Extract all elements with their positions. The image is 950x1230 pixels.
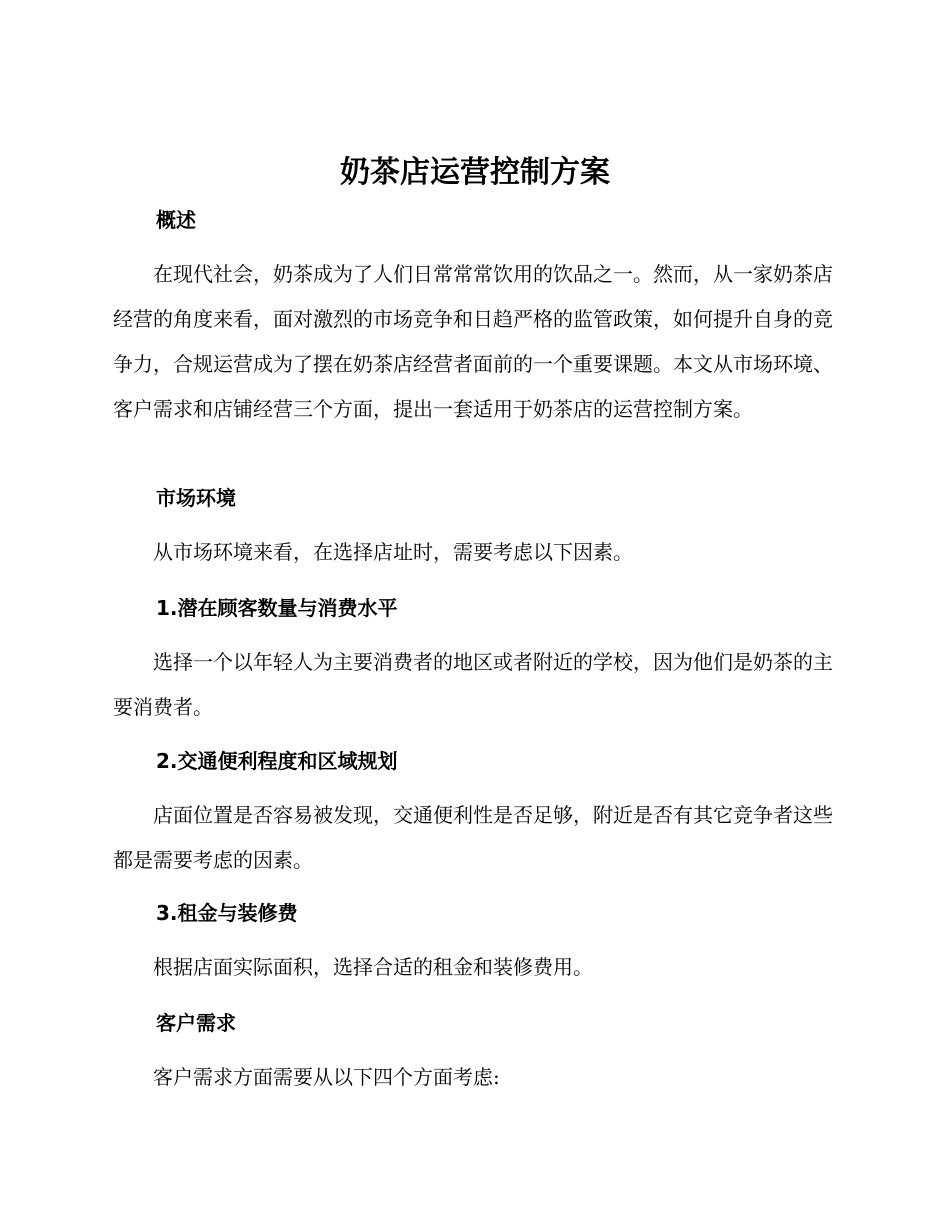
paragraph-item-3: 根据店面实际面积，选择合适的租金和装修费用。 — [153, 955, 593, 979]
subheading-item-1: 1.潜在顾客数量与消费水平 — [156, 596, 398, 620]
subheading-item-2: 2.交通便利程度和区域规划 — [156, 749, 398, 773]
section-heading-market: 市场环境 — [156, 486, 236, 510]
section-heading-overview: 概述 — [156, 208, 196, 232]
paragraph-overview: 在现代社会，奶茶成为了人们日常常常饮用的饮品之一。然而，从一家奶茶店经营的角度来看，面对激烈的市场竞争和日趋严格的监管政策，如何提升自身的竞争力，合规运营成为了摆在奶茶店经营者面前的一个重要课题。本文从市场环境、客户需求和店铺经营三个方面，提出一套适用于奶茶店的运营控制方案。 — [113, 262, 833, 421]
section-heading-customer: 客户需求 — [156, 1011, 236, 1035]
paragraph-market: 从市场环境来看，在选择店址时，需要考虑以下因素。 — [153, 540, 633, 564]
paragraph-item-2: 店面位置是否容易被发现，交通便利性是否足够，附近是否有其它竞争者这些都是需要考虑的因素。 — [113, 803, 833, 872]
subheading-item-3: 3.租金与装修费 — [156, 901, 298, 925]
paragraph-customer: 客户需求方面需要从以下四个方面考虑: — [153, 1065, 500, 1089]
paragraph-item-1: 选择一个以年轻人为主要消费者的地区或者附近的学校，因为他们是奶茶的主要消费者。 — [113, 650, 833, 719]
document-title: 奶茶店运营控制方案 — [340, 155, 610, 190]
